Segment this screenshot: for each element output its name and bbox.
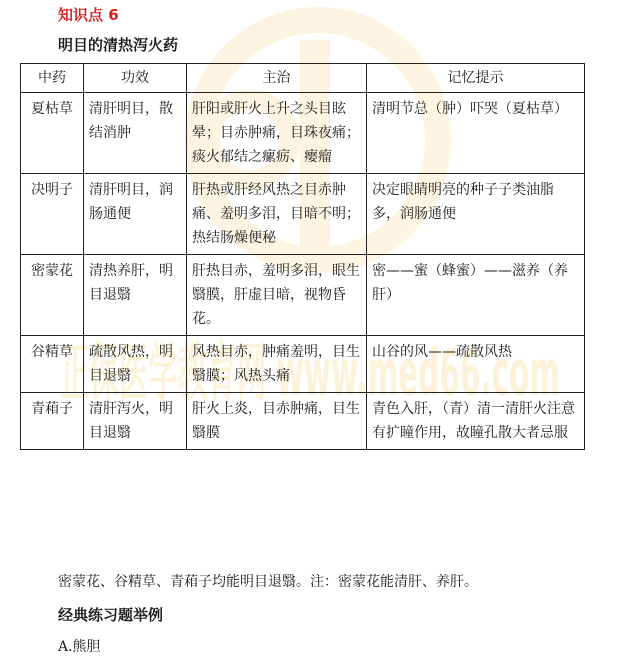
col-header-effect: 功效 <box>84 64 187 93</box>
practice-heading: 经典练习题举例 <box>58 606 164 624</box>
herb-effect: 清热养肝，明目退翳 <box>84 255 187 336</box>
section-title: 知识点 6 <box>58 6 119 24</box>
herb-indication: 肝阳或肝火上升之头目眩晕；目赤肿痛，目珠夜痛；痰火郁结之瘰疬、瘿瘤 <box>187 93 367 174</box>
herb-indication: 风热目赤，肿痛羞明，目生翳膜；风热头痛 <box>187 336 367 393</box>
summary-note: 密蒙花、谷精草、青葙子均能明目退翳。注：密蒙花能清肝、养肝。 <box>58 574 478 590</box>
herb-effect: 清肝明目，润肠通便 <box>84 174 187 255</box>
page-heading: 明目的清热泻火药 <box>58 36 179 54</box>
table-row <box>21 393 585 450</box>
herb-name: 青葙子 <box>21 393 84 450</box>
table-row <box>21 336 585 393</box>
herb-effect: 清肝泻火，明目退翳 <box>84 393 187 450</box>
herb-table <box>20 63 585 450</box>
watermark-text: 正保医学教育网 www.med66.com <box>60 337 560 411</box>
herb-name: 密蒙花 <box>21 255 84 336</box>
herb-memory: 清明节总（肿）吓哭（夏枯草） <box>367 93 585 174</box>
herb-name: 夏枯草 <box>21 93 84 174</box>
col-header-memory: 记忆提示 <box>367 64 585 93</box>
herb-effect: 清肝明目，散结消肿 <box>84 93 187 174</box>
table-row <box>21 93 585 174</box>
col-header-indication: 主治 <box>187 64 367 93</box>
herb-effect: 疏散风热，明目退翳 <box>84 336 187 393</box>
col-header-herb: 中药 <box>21 64 84 93</box>
table-header-row <box>21 64 585 93</box>
herb-name: 决明子 <box>21 174 84 255</box>
herb-name: 谷精草 <box>21 336 84 393</box>
herb-indication: 肝热或肝经风热之目赤肿痛、羞明多泪，目暗不明；热结肠燥便秘 <box>187 174 367 255</box>
herb-memory: 山谷的风——疏散风热 <box>367 336 585 393</box>
table-row <box>21 255 585 336</box>
herb-memory: 决定眼睛明亮的种子子类油脂多，润肠通便 <box>367 174 585 255</box>
herb-memory: 青色入肝，（青）清一清肝火注意有扩瞳作用，故瞳孔散大者忌服 <box>367 393 585 450</box>
answer-option-a[interactable]: A.熊胆 <box>58 639 101 655</box>
herb-indication: 肝火上炎，目赤肿痛，目生翳膜 <box>187 393 367 450</box>
herb-indication: 肝热目赤，羞明多泪，眼生翳膜，肝虚目暗，视物昏花。 <box>187 255 367 336</box>
herb-memory: 密——蜜（蜂蜜）——滋养（养肝） <box>367 255 585 336</box>
table-row <box>21 174 585 255</box>
